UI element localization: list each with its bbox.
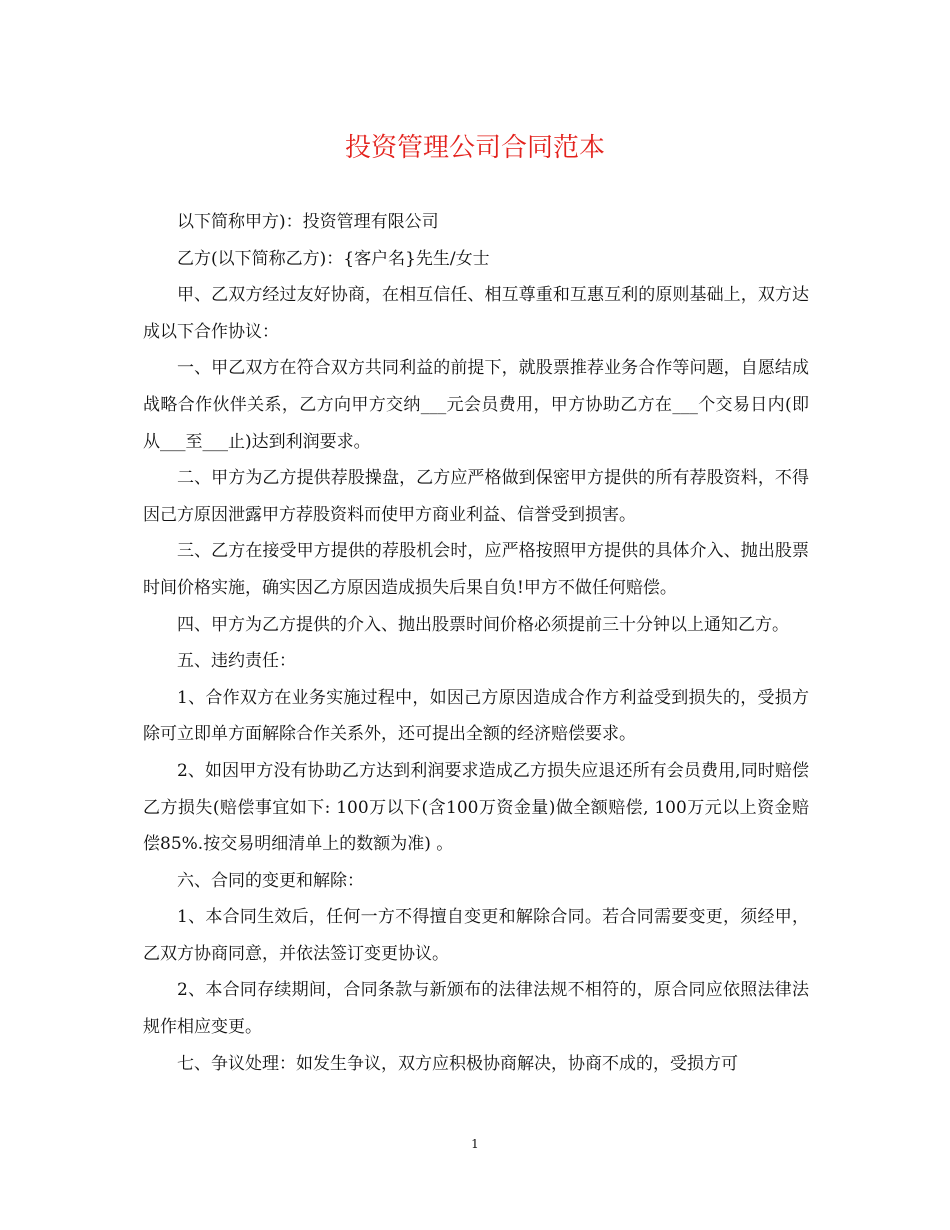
paragraph-clause-3: 三、乙方在接受甲方提供的荐股机会时，应严格按照甲方提供的具体介入、抛出股票时间价格实施，确实因乙方原因造成损失后果自负!甲方不做任何赔偿。 — [143, 541, 809, 598]
paragraph-preamble: 甲、乙双方经过友好协商，在相互信任、相互尊重和互惠互利的原则基础上，双方达成以下合作协议： — [143, 285, 809, 342]
paragraph-party-a: 以下简称甲方)：投资管理有限公司 — [177, 212, 439, 232]
paragraph-clause-6-item-1: 1、本合同生效后，任何一方不得擅自变更和解除合同。若合同需要变更，须经甲，乙双方协商同意，并依法签订变更协议。 — [143, 907, 809, 964]
paragraph-clause-5-item-2: 2、如因甲方没有协助乙方达到利润要求造成乙方损失应退还所有会员费用,同时赔偿乙方损失(赔偿事宜如下: 100万以下(含100万资金量)做全额赔偿, 100万元以上资金赔偿85%.按交易明细清单上的数额为准) 。 — [143, 760, 809, 855]
page-number: 1 — [471, 1137, 479, 1151]
paragraph-clause-6-item-2: 2、本合同存续期间，合同条款与新颁布的法律法规不相符的，原合同应依照法律法规作相应变更。 — [143, 980, 809, 1038]
paragraph-clause-2: 二、甲方为乙方提供荐股操盘，乙方应严格做到保密甲方提供的所有荐股资料，不得因己方原因泄露甲方荐股资料而使甲方商业利益、信誉受到损害。 — [143, 468, 809, 525]
paragraph-clause-5-item-1: 1、合作双方在业务实施过程中，如因己方原因造成合作方利益受到损失的，受损方除可立即单方面解除合作关系外，还可提出全额的经济赔偿要求。 — [143, 687, 809, 745]
paragraph-clause-7: 七、争议处理：如发生争议，双方应积极协商解决，协商不成的，受损方可 — [177, 1053, 738, 1074]
paragraph-party-b: 乙方(以下简称乙方)：{客户名}先生/女士 — [177, 248, 490, 269]
paragraph-clause-5-heading: 五、违约责任： — [177, 651, 296, 672]
paragraph-clause-6-heading: 六、合同的变更和解除： — [177, 870, 364, 891]
document-body — [143, 204, 809, 1082]
paragraph-clause-4: 四、甲方为乙方提供的介入、抛出股票时间价格必须提前三十分钟以上通知乙方。 — [177, 614, 789, 635]
document-title: 投资管理公司合同范本 — [344, 133, 605, 163]
paragraph-clause-1: 一、甲乙双方在符合双方共同利益的前提下，就股票推荐业务合作等问题，自愿结成战略合作伙伴关系，乙方向甲方交纳___元会员费用，甲方协助乙方在___个交易日内(即从___至___止)达到利润要求。 — [143, 358, 809, 452]
